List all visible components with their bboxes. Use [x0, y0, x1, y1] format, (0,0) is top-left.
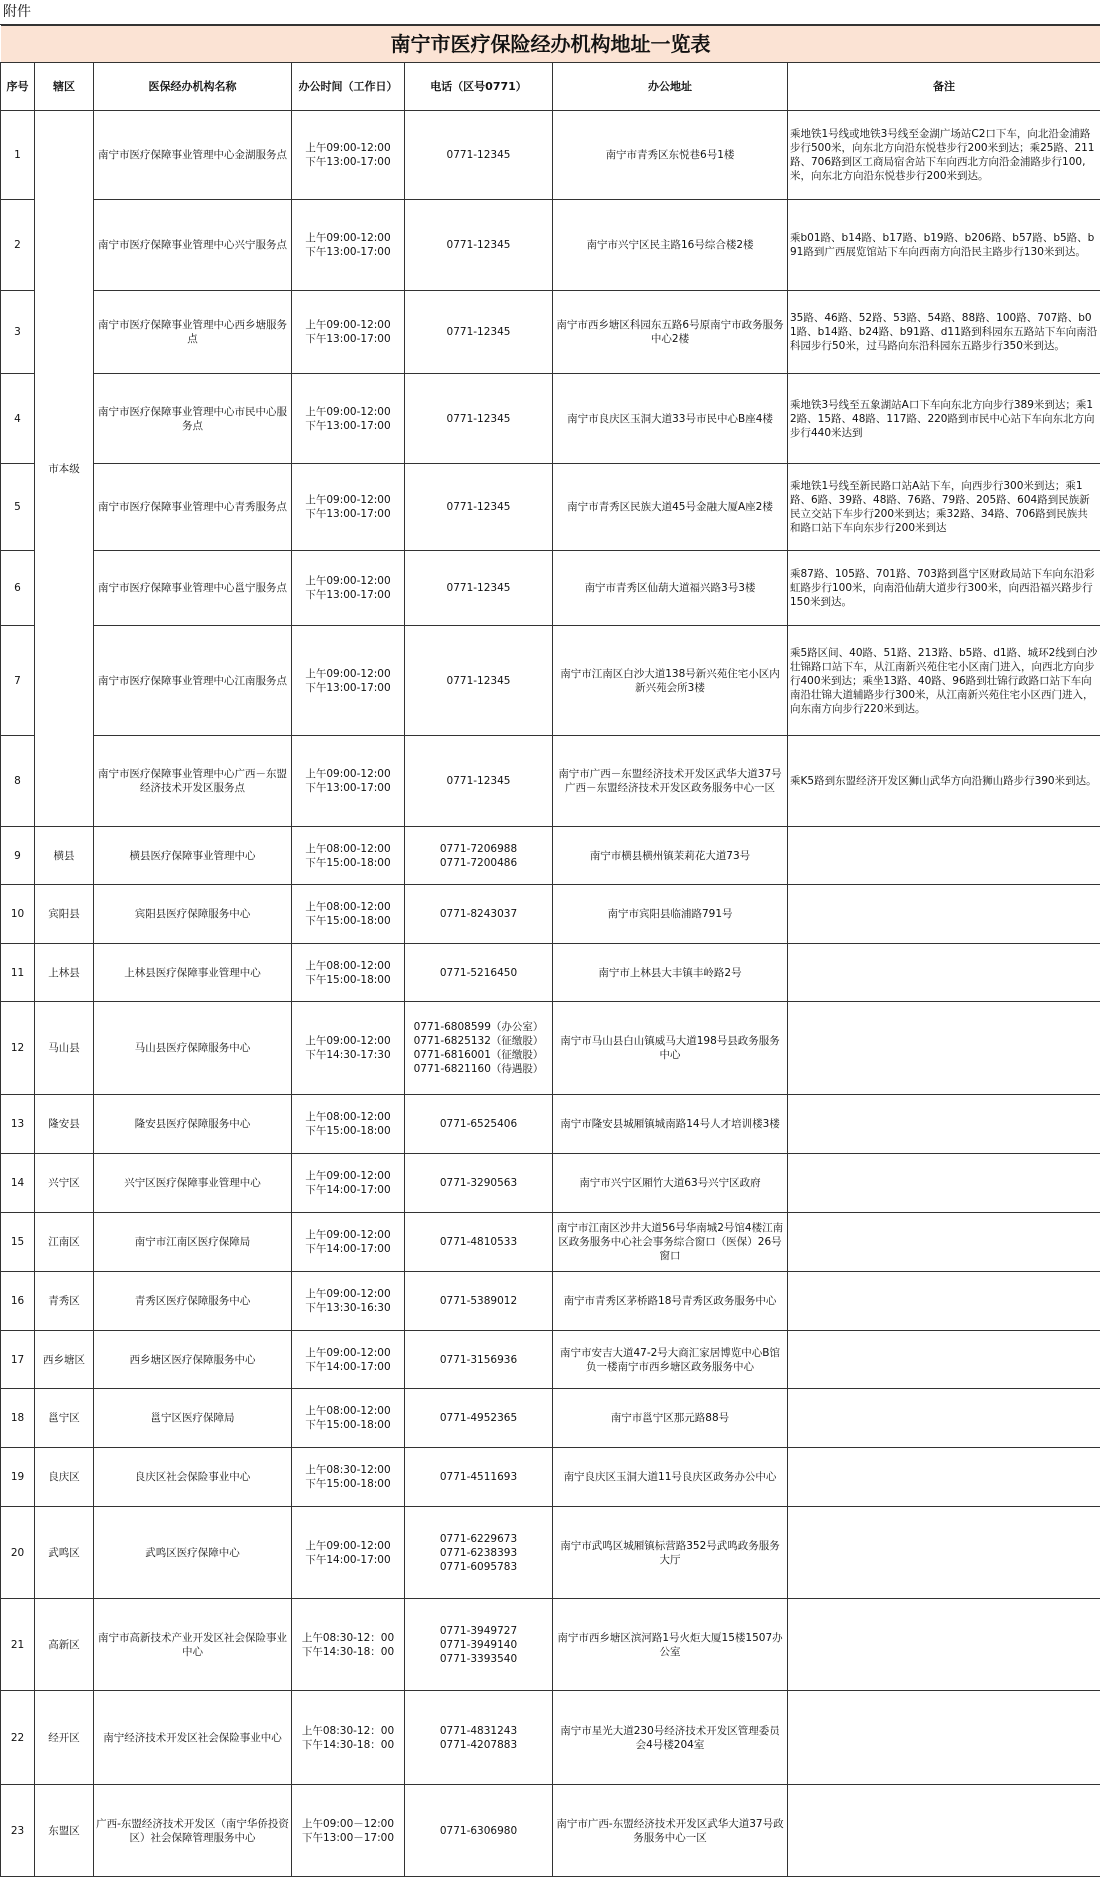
header-phone: 电话（区号0771） — [405, 63, 553, 111]
office-hours-line: 下午14:30-17:30 — [294, 1048, 402, 1062]
office-address: 南宁市邕宁区那元路88号 — [553, 1389, 788, 1448]
office-hours-line: 下午15:00-18:00 — [294, 1477, 402, 1491]
row-index: 11 — [1, 944, 35, 1002]
phone-numbers — [405, 1272, 553, 1331]
header-row — [1, 63, 1100, 111]
office-hours-line: 下午15:00-18:00 — [294, 1124, 402, 1138]
district-cell: 横县 — [35, 827, 94, 885]
office-hours — [292, 464, 405, 551]
phone-numbers-line: 0771-6816001（征缴股） — [407, 1048, 550, 1062]
district-cell: 高新区 — [35, 1599, 94, 1691]
phone-numbers-line: 0771-8243037 — [407, 907, 550, 921]
phone-numbers-line: 0771-12345 — [407, 674, 550, 688]
district-cell: 经开区 — [35, 1691, 94, 1785]
table-row — [1, 551, 1100, 626]
office-hours-line: 上午09:00-12:00 — [294, 767, 402, 781]
office-address: 南宁市青秀区仙葫大道福兴路3号3楼 — [553, 551, 788, 626]
phone-numbers — [405, 200, 553, 291]
phone-numbers-line: 0771-6821160（待遇股） — [407, 1062, 550, 1076]
office-address: 南宁市青秀区茅桥路18号青秀区政务服务中心 — [553, 1272, 788, 1331]
note-cell — [788, 1599, 1100, 1691]
table-row — [1, 1389, 1100, 1448]
office-hours-line: 上午09:00-12:00 — [294, 1346, 402, 1360]
district-cell: 上林县 — [35, 944, 94, 1002]
agency-name: 西乡塘区医疗保障服务中心 — [94, 1331, 292, 1389]
table-title: 南宁市医疗保险经办机构地址一览表 — [1, 26, 1100, 63]
agency-name: 南宁市医疗保障事业管理中心西乡塘服务点 — [94, 291, 292, 374]
phone-numbers — [405, 111, 553, 200]
office-hours — [292, 551, 405, 626]
note-cell: 乘地铁3号线至五象湖站A口下车向东北方向步行389米到达；乘12路、15路、48路、117路、220路到市民中心站下车向东北方向步行440米达到 — [788, 374, 1100, 464]
row-index: 17 — [1, 1331, 35, 1389]
office-hours-line: 上午08:00-12:00 — [294, 842, 402, 856]
table-row — [1, 1691, 1100, 1785]
office-hours — [292, 374, 405, 464]
table-row — [1, 374, 1100, 464]
office-hours — [292, 1154, 405, 1213]
office-hours — [292, 1448, 405, 1507]
office-address: 南宁市星光大道230号经济技术开发区管理委员会4号楼204室 — [553, 1691, 788, 1785]
note-cell: 乘87路、105路、701路、703路到邕宁区财政局站下车向东沿彩虹路步行100米，向南沿仙葫大道步行300米，向西沿福兴路步行150米到达。 — [788, 551, 1100, 626]
phone-numbers-line: 0771-6525406 — [407, 1117, 550, 1131]
office-hours — [292, 944, 405, 1002]
office-address: 南宁市宾阳县临浦路791号 — [553, 885, 788, 944]
office-address: 南宁市江南区沙井大道56号华南城2号馆4楼江南区政务服务中心社会事务综合窗口（医保）26号窗口 — [553, 1213, 788, 1272]
note-cell: 乘5路区间、40路、51路、213路、b5路、d1路、城环2线到白沙壮锦路口站下车，从江南新兴苑住宅小区南门进入，向西北方向步行400米到达；乘坐13路、40路、96路到壮锦行政路口站下车向南沿壮锦大道辅路步行300米，从江南新兴苑住宅小区西门进入，向东南方向步行220米到达。 — [788, 626, 1100, 736]
row-index: 21 — [1, 1599, 35, 1691]
office-hours — [292, 111, 405, 200]
phone-numbers-line: 0771-6306980 — [407, 1824, 550, 1838]
note-cell — [788, 944, 1100, 1002]
table-row — [1, 626, 1100, 736]
agency-name: 横县医疗保障事业管理中心 — [94, 827, 292, 885]
district-cell: 东盟区 — [35, 1785, 94, 1877]
office-address: 南宁市青秀区民族大道45号金融大厦A座2楼 — [553, 464, 788, 551]
row-index: 1 — [1, 111, 35, 200]
district-cell: 良庆区 — [35, 1448, 94, 1507]
office-hours — [292, 1785, 405, 1877]
header-note: 备注 — [788, 63, 1100, 111]
office-hours-line: 上午09:00-12:00 — [294, 1169, 402, 1183]
agency-name: 良庆区社会保险事业中心 — [94, 1448, 292, 1507]
office-hours-line: 下午13:00-17:00 — [294, 419, 402, 433]
header-hours: 办公时间（工作日） — [292, 63, 405, 111]
phone-numbers-line: 0771-6238393 — [407, 1546, 550, 1560]
office-hours — [292, 1095, 405, 1154]
district-cell: 市本级 — [35, 111, 94, 827]
office-address: 南宁市广西－东盟经济技术开发区武华大道37号广西－东盟经济技术开发区政务服务中心一区 — [553, 736, 788, 827]
office-hours — [292, 1389, 405, 1448]
phone-numbers-line: 0771-4952365 — [407, 1411, 550, 1425]
office-hours-line: 上午08:30-12：00 — [294, 1631, 402, 1645]
note-cell — [788, 1448, 1100, 1507]
phone-numbers — [405, 944, 553, 1002]
row-index: 8 — [1, 736, 35, 827]
office-hours-line: 下午14:00-17:00 — [294, 1183, 402, 1197]
office-hours-line: 下午13:00-17:00 — [294, 781, 402, 795]
agency-name: 南宁市医疗保障事业管理中心广西－东盟经济技术开发区服务点 — [94, 736, 292, 827]
phone-numbers-line: 0771-12345 — [407, 500, 550, 514]
office-address: 南宁市横县横州镇茉莉花大道73号 — [553, 827, 788, 885]
table-row — [1, 111, 1100, 200]
note-cell — [788, 1213, 1100, 1272]
agency-name: 上林县医疗保障事业管理中心 — [94, 944, 292, 1002]
phone-numbers-line: 0771-3156936 — [407, 1353, 550, 1367]
table-row — [1, 1785, 1100, 1877]
phone-numbers-line: 0771-12345 — [407, 581, 550, 595]
office-hours-line: 上午09:00-12:00 — [294, 405, 402, 419]
agency-name: 南宁市医疗保障事业管理中心兴宁服务点 — [94, 200, 292, 291]
table-row — [1, 827, 1100, 885]
office-address: 南宁市青秀区东悦巷6号1楼 — [553, 111, 788, 200]
office-hours-line: 上午09:00-12:00 — [294, 1034, 402, 1048]
district-cell: 邕宁区 — [35, 1389, 94, 1448]
phone-numbers — [405, 464, 553, 551]
phone-numbers-line: 0771-7200486 — [407, 856, 550, 870]
row-index: 20 — [1, 1507, 35, 1599]
office-address: 南宁市西乡塘区滨河路1号火炬大厦15楼1507办公室 — [553, 1599, 788, 1691]
table-row — [1, 1331, 1100, 1389]
phone-numbers-line: 0771-3949727 — [407, 1624, 550, 1638]
office-hours-line: 下午13:30-16:30 — [294, 1301, 402, 1315]
row-index: 14 — [1, 1154, 35, 1213]
table-row — [1, 1272, 1100, 1331]
phone-numbers — [405, 827, 553, 885]
agency-name: 马山县医疗保障服务中心 — [94, 1002, 292, 1095]
table-row — [1, 944, 1100, 1002]
row-index: 16 — [1, 1272, 35, 1331]
attachment-label: 附件 — [0, 0, 1100, 25]
office-hours-line: 上午09:00－12:00 — [294, 1817, 402, 1831]
agency-name: 南宁市医疗保障事业管理中心市民中心服务点 — [94, 374, 292, 464]
office-hours-line: 上午09:00-12:00 — [294, 1539, 402, 1553]
office-hours-line: 下午13:00-17:00 — [294, 681, 402, 695]
office-hours — [292, 291, 405, 374]
district-cell: 西乡塘区 — [35, 1331, 94, 1389]
phone-numbers-line: 0771-4511693 — [407, 1470, 550, 1484]
office-hours-line: 上午08:30-12：00 — [294, 1724, 402, 1738]
row-index: 9 — [1, 827, 35, 885]
office-address: 南宁市兴宁区民主路16号综合楼2楼 — [553, 200, 788, 291]
office-hours-line: 上午08:30-12:00 — [294, 1463, 402, 1477]
district-cell: 兴宁区 — [35, 1154, 94, 1213]
office-hours-line: 下午13:00-17:00 — [294, 507, 402, 521]
office-address: 南宁市兴宁区厢竹大道63号兴宁区政府 — [553, 1154, 788, 1213]
office-address: 南宁市良庆区玉洞大道33号市民中心B座4楼 — [553, 374, 788, 464]
agency-name: 宾阳县医疗保障服务中心 — [94, 885, 292, 944]
office-hours — [292, 1213, 405, 1272]
office-address: 南宁市隆安县城厢镇城南路14号人才培训楼3楼 — [553, 1095, 788, 1154]
office-address: 南宁市西乡塘区科园东五路6号原南宁市政务服务中心2楼 — [553, 291, 788, 374]
office-address: 南宁市广西-东盟经济技术开发区武华大道37号政务服务中心一区 — [553, 1785, 788, 1877]
phone-numbers-line: 0771-7206988 — [407, 842, 550, 856]
phone-numbers-line: 0771-3393540 — [407, 1652, 550, 1666]
district-cell: 武鸣区 — [35, 1507, 94, 1599]
note-cell — [788, 1095, 1100, 1154]
district-cell: 江南区 — [35, 1213, 94, 1272]
note-cell — [788, 827, 1100, 885]
office-hours-line: 下午14:00-17:00 — [294, 1360, 402, 1374]
office-hours — [292, 200, 405, 291]
agency-name: 广西-东盟经济技术开发区（南宁华侨投资区）社会保障管理服务中心 — [94, 1785, 292, 1877]
phone-numbers — [405, 291, 553, 374]
office-hours-line: 上午09:00-12:00 — [294, 574, 402, 588]
office-hours-line: 上午08:00-12:00 — [294, 900, 402, 914]
phone-numbers — [405, 1095, 553, 1154]
agency-name: 兴宁区医疗保障事业管理中心 — [94, 1154, 292, 1213]
agency-name: 青秀区医疗保障服务中心 — [94, 1272, 292, 1331]
office-address: 南宁市江南区白沙大道138号新兴苑住宅小区内新兴苑会所3楼 — [553, 626, 788, 736]
office-hours-line: 上午09:00-12:00 — [294, 667, 402, 681]
office-hours-line: 上午09:00-12:00 — [294, 1287, 402, 1301]
phone-numbers-line: 0771-12345 — [407, 325, 550, 339]
office-address-table — [0, 25, 1100, 1877]
office-hours-line: 下午14:30-18：00 — [294, 1645, 402, 1659]
office-hours-line: 下午15:00-18:00 — [294, 856, 402, 870]
header-name: 医保经办机构名称 — [94, 63, 292, 111]
table-row — [1, 1002, 1100, 1095]
phone-numbers-line: 0771-12345 — [407, 238, 550, 252]
header-district: 辖区 — [35, 63, 94, 111]
phone-numbers — [405, 1002, 553, 1095]
phone-numbers-line: 0771-4810533 — [407, 1235, 550, 1249]
note-cell — [788, 1154, 1100, 1213]
phone-numbers — [405, 1448, 553, 1507]
phone-numbers — [405, 736, 553, 827]
phone-numbers — [405, 1599, 553, 1691]
office-hours-line: 上午09:00-12:00 — [294, 231, 402, 245]
office-hours — [292, 626, 405, 736]
office-hours-line: 下午14:30-18：00 — [294, 1738, 402, 1752]
table-row — [1, 1448, 1100, 1507]
row-index: 10 — [1, 885, 35, 944]
office-address: 南宁市马山县白山镇威马大道198号县政务服务中心 — [553, 1002, 788, 1095]
district-cell: 马山县 — [35, 1002, 94, 1095]
note-cell: 乘b01路、b14路、b17路、b19路、b206路、b57路、b5路、b91路到广西展览馆站下车向西南方向沿民主路步行130米到达。 — [788, 200, 1100, 291]
row-index: 2 — [1, 200, 35, 291]
office-hours — [292, 1002, 405, 1095]
phone-numbers — [405, 551, 553, 626]
phone-numbers-line: 0771-6229673 — [407, 1532, 550, 1546]
table-row — [1, 736, 1100, 827]
office-hours — [292, 1599, 405, 1691]
office-hours — [292, 1691, 405, 1785]
note-cell — [788, 1272, 1100, 1331]
row-index: 18 — [1, 1389, 35, 1448]
office-hours-line: 下午14:00-17:00 — [294, 1553, 402, 1567]
office-hours-line: 下午13:00-17:00 — [294, 332, 402, 346]
note-cell: 乘地铁1号线或地铁3号线至金湖广场站C2口下车，向北沿金浦路步行500米，向东北方向沿东悦巷步行200米到达；乘25路、211路、706路到区工商局宿舍站下车向西北方向沿金浦路步行100,米，向东北方向沿东悦巷步行200米到达。 — [788, 111, 1100, 200]
office-hours-line: 上午09:00-12:00 — [294, 141, 402, 155]
agency-name: 南宁市医疗保障事业管理中心邕宁服务点 — [94, 551, 292, 626]
row-index: 12 — [1, 1002, 35, 1095]
office-hours-line: 上午09:00-12:00 — [294, 1228, 402, 1242]
phone-numbers-line: 0771-3949140 — [407, 1638, 550, 1652]
phone-numbers — [405, 1154, 553, 1213]
office-hours-line: 上午08:00-12:00 — [294, 1404, 402, 1418]
agency-name: 南宁市江南区医疗保障局 — [94, 1213, 292, 1272]
phone-numbers — [405, 1507, 553, 1599]
agency-name: 武鸣区医疗保障中心 — [94, 1507, 292, 1599]
district-cell: 青秀区 — [35, 1272, 94, 1331]
note-cell — [788, 1002, 1100, 1095]
office-hours-line: 下午15:00-18:00 — [294, 914, 402, 928]
office-hours — [292, 736, 405, 827]
phone-numbers — [405, 1213, 553, 1272]
table-row — [1, 1599, 1100, 1691]
row-index: 19 — [1, 1448, 35, 1507]
note-cell — [788, 1785, 1100, 1877]
office-hours-line: 下午14:00-17:00 — [294, 1242, 402, 1256]
table-row — [1, 1154, 1100, 1213]
header-index: 序号 — [1, 63, 35, 111]
table-row — [1, 1507, 1100, 1599]
phone-numbers — [405, 626, 553, 736]
note-cell — [788, 1691, 1100, 1785]
table-row — [1, 200, 1100, 291]
phone-numbers-line: 0771-4831243 — [407, 1724, 550, 1738]
office-hours-line: 上午08:00-12:00 — [294, 1110, 402, 1124]
office-hours-line: 下午15:00-18:00 — [294, 1418, 402, 1432]
table-row — [1, 291, 1100, 374]
row-index: 5 — [1, 464, 35, 551]
phone-numbers — [405, 374, 553, 464]
agency-name: 邕宁区医疗保障局 — [94, 1389, 292, 1448]
office-hours-line: 下午15:00-18:00 — [294, 973, 402, 987]
table-row — [1, 464, 1100, 551]
phone-numbers-line: 0771-5389012 — [407, 1294, 550, 1308]
note-cell — [788, 885, 1100, 944]
note-cell: 乘地铁1号线至新民路口站A站下车，向西步行300米到达；乘1路、6路、39路、48路、76路、79路、205路、604路到民族新民立交站下车步行200米到达；乘32路、34路、706路到民族共和路口站下车向东步行200米到达 — [788, 464, 1100, 551]
note-cell — [788, 1389, 1100, 1448]
note-cell: 乘K5路到东盟经济开发区狮山武华方向沿狮山路步行390米到达。 — [788, 736, 1100, 827]
phone-numbers-line: 0771-4207883 — [407, 1738, 550, 1752]
note-cell — [788, 1331, 1100, 1389]
office-address: 南宁良庆区玉洞大道11号良庆区政务办公中心 — [553, 1448, 788, 1507]
phone-numbers-line: 0771-6095783 — [407, 1560, 550, 1574]
row-index: 22 — [1, 1691, 35, 1785]
phone-numbers-line: 0771-3290563 — [407, 1176, 550, 1190]
agency-name: 南宁市医疗保障事业管理中心江南服务点 — [94, 626, 292, 736]
row-index: 4 — [1, 374, 35, 464]
office-hours-line: 上午09:00-12:00 — [294, 493, 402, 507]
row-index: 7 — [1, 626, 35, 736]
agency-name: 南宁市医疗保障事业管理中心青秀服务点 — [94, 464, 292, 551]
office-address: 南宁市安吉大道47-2号大商汇家居博览中心B馆负一楼南宁市西乡塘区政务服务中心 — [553, 1331, 788, 1389]
row-index: 13 — [1, 1095, 35, 1154]
table-row — [1, 1095, 1100, 1154]
agency-name: 南宁市医疗保障事业管理中心金湖服务点 — [94, 111, 292, 200]
office-hours-line: 下午13:00-17:00 — [294, 588, 402, 602]
row-index: 23 — [1, 1785, 35, 1877]
phone-numbers-line: 0771-12345 — [407, 412, 550, 426]
phone-numbers-line: 0771-12345 — [407, 774, 550, 788]
row-index: 6 — [1, 551, 35, 626]
office-hours-line: 下午13:00-17:00 — [294, 155, 402, 169]
phone-numbers — [405, 1785, 553, 1877]
office-hours-line: 上午09:00-12:00 — [294, 318, 402, 332]
office-hours — [292, 827, 405, 885]
office-hours-line: 下午13:00-17:00 — [294, 245, 402, 259]
phone-numbers-line: 0771-12345 — [407, 148, 550, 162]
phone-numbers — [405, 1331, 553, 1389]
phone-numbers — [405, 885, 553, 944]
header-address: 办公地址 — [553, 63, 788, 111]
phone-numbers-line: 0771-6825132（征缴股） — [407, 1034, 550, 1048]
agency-name: 南宁市高新技术产业开发区社会保险事业中心 — [94, 1599, 292, 1691]
office-address: 南宁市武鸣区城厢镇标营路352号武鸣政务服务大厅 — [553, 1507, 788, 1599]
agency-name: 隆安县医疗保障服务中心 — [94, 1095, 292, 1154]
office-hours-line: 下午13:00－17:00 — [294, 1831, 402, 1845]
district-cell: 宾阳县 — [35, 885, 94, 944]
office-hours — [292, 885, 405, 944]
district-cell: 隆安县 — [35, 1095, 94, 1154]
title-row — [1, 26, 1100, 63]
phone-numbers-line: 0771-5216450 — [407, 966, 550, 980]
office-hours — [292, 1272, 405, 1331]
phone-numbers — [405, 1691, 553, 1785]
office-address: 南宁市上林县大丰镇丰岭路2号 — [553, 944, 788, 1002]
agency-name: 南宁经济技术开发区社会保险事业中心 — [94, 1691, 292, 1785]
note-cell: 35路、46路、52路、53路、54路、88路、100路、707路、b01路、b14路、b24路、b91路、d11路到科园东五路站下车向南沿科园步行50米，过马路向东沿科园东五路步行350米到达。 — [788, 291, 1100, 374]
row-index: 3 — [1, 291, 35, 374]
office-hours — [292, 1507, 405, 1599]
office-hours — [292, 1331, 405, 1389]
office-hours-line: 上午08:00-12:00 — [294, 959, 402, 973]
phone-numbers-line: 0771-6808599（办公室） — [407, 1020, 550, 1034]
note-cell — [788, 1507, 1100, 1599]
table-row — [1, 885, 1100, 944]
row-index: 15 — [1, 1213, 35, 1272]
phone-numbers — [405, 1389, 553, 1448]
table-row — [1, 1213, 1100, 1272]
